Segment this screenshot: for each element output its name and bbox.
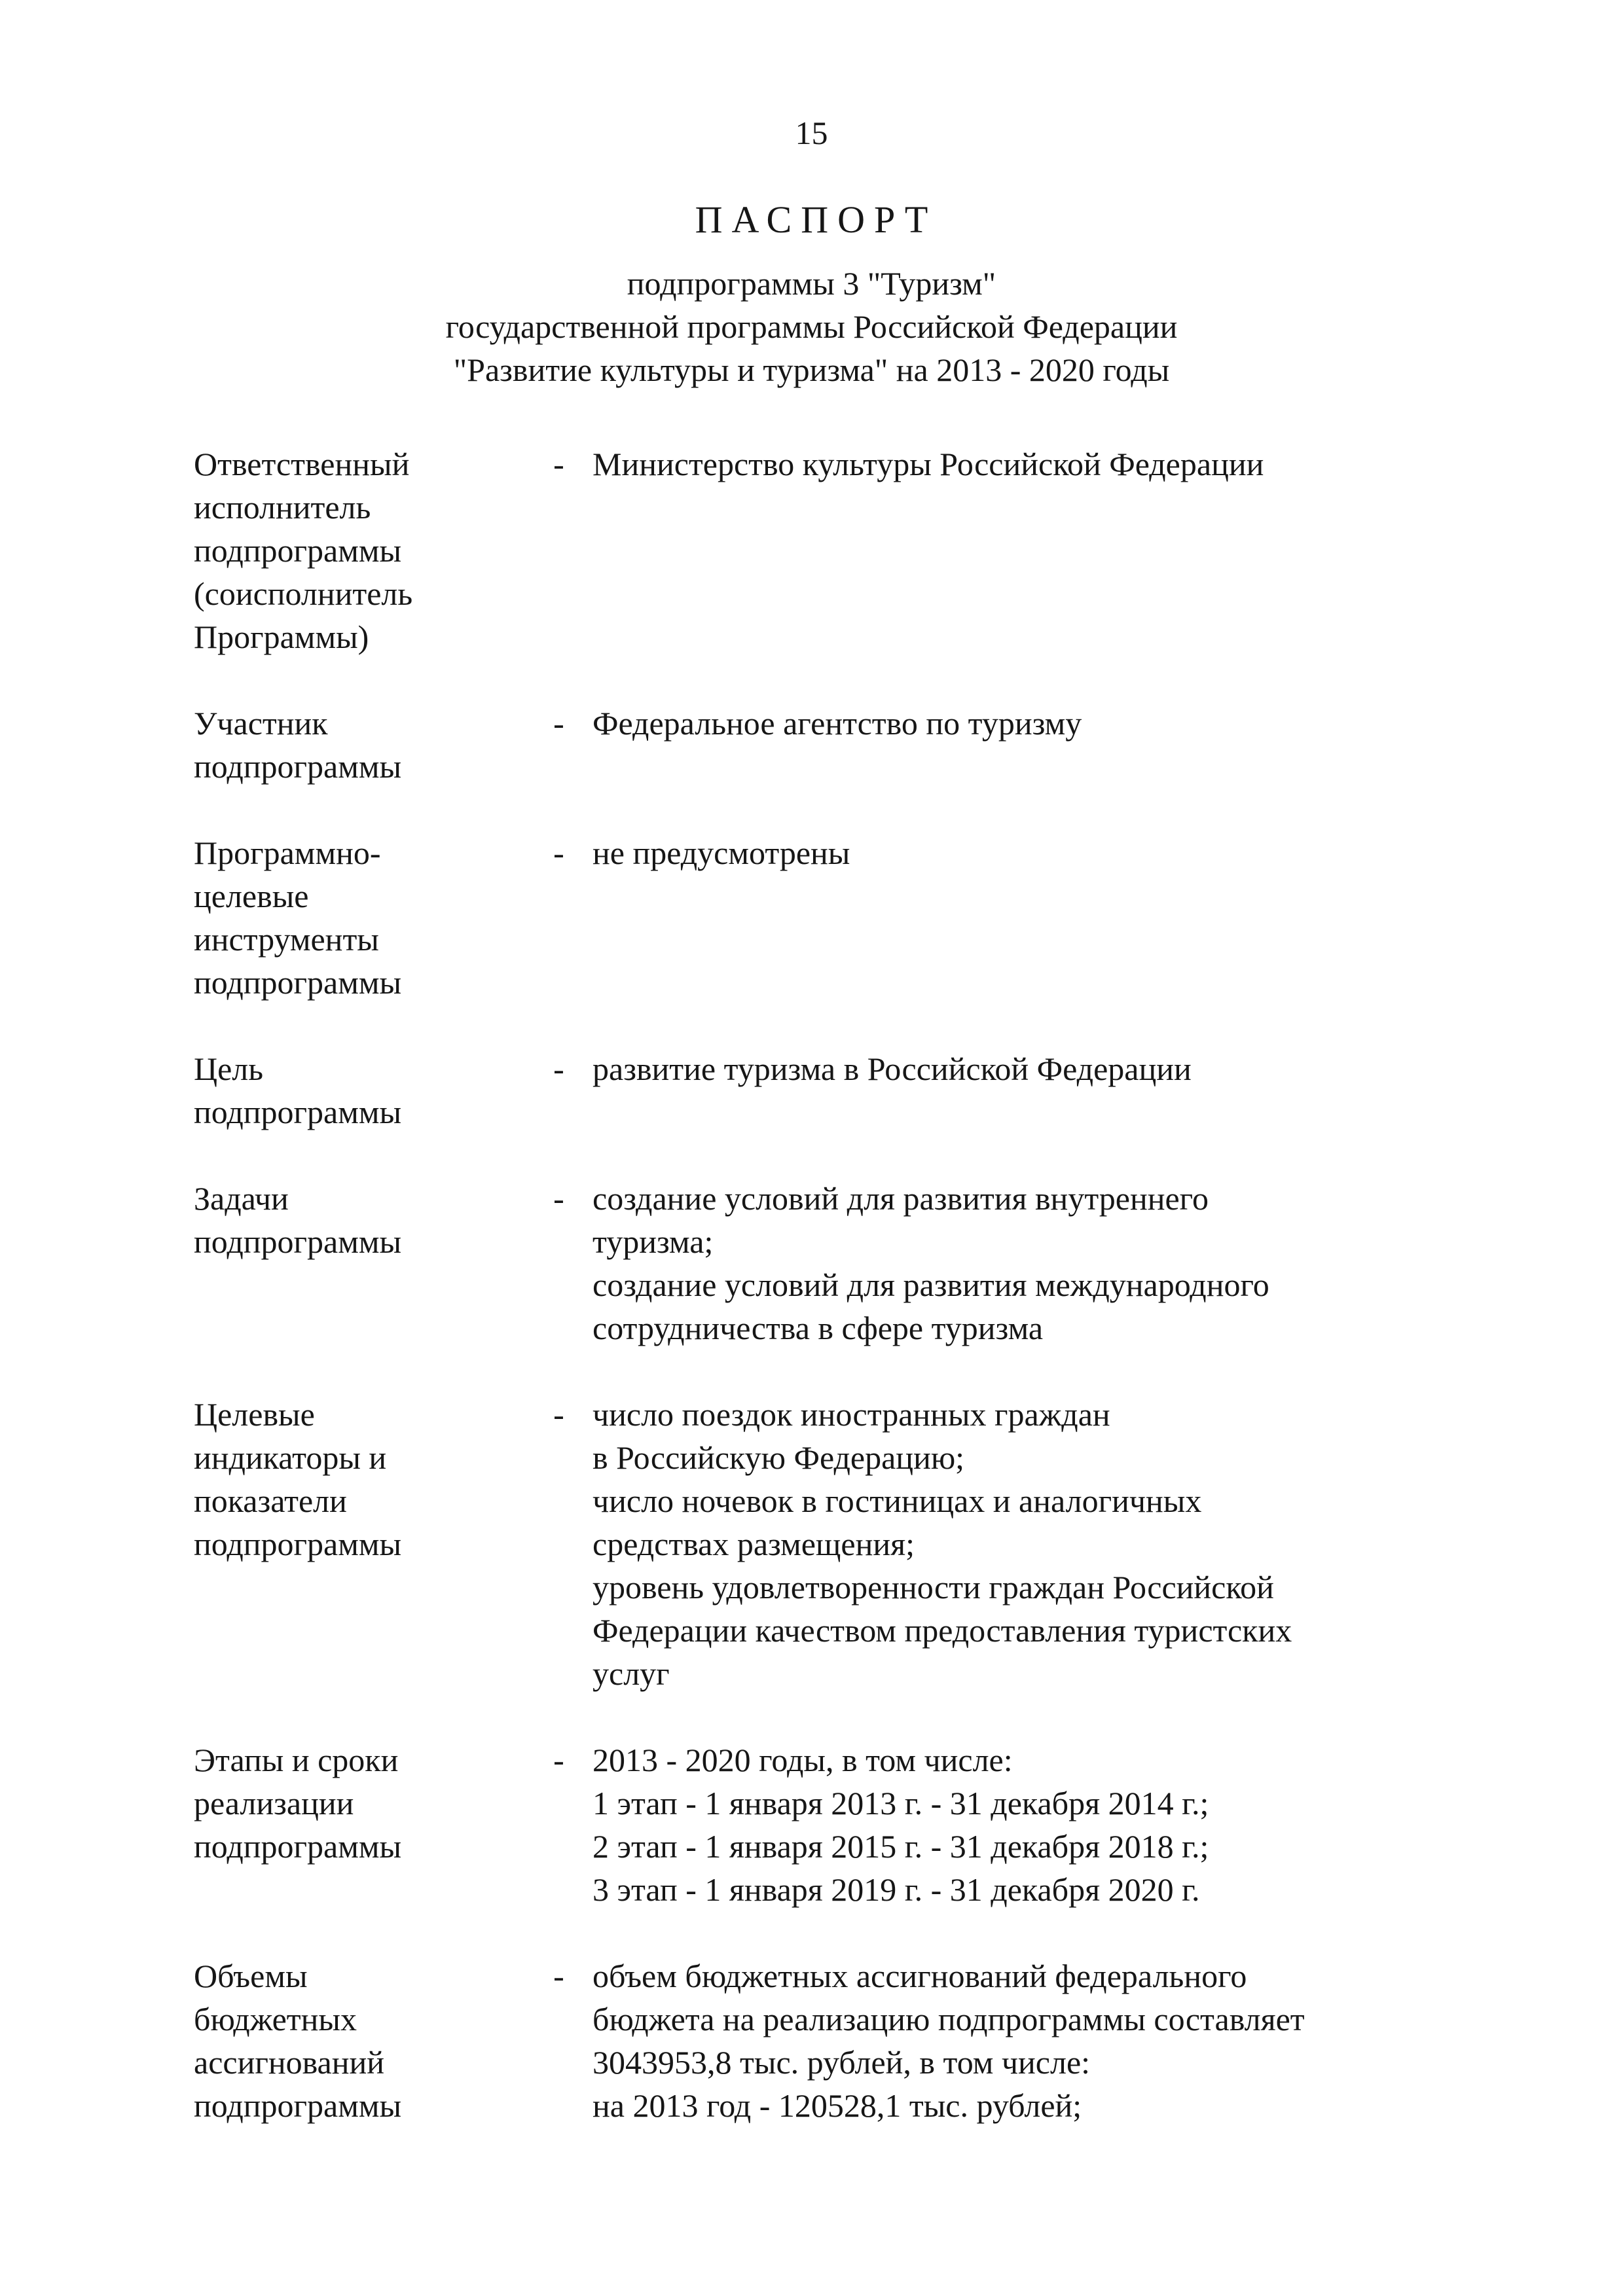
row-value — [583, 1047, 1470, 1134]
row-value-line: бюджета на реализацию подпрограммы составляет — [593, 2001, 1305, 2037]
row-value-line: объем бюджетных ассигнований федерального — [593, 1958, 1247, 1994]
row-label-line: подпрограммы — [194, 1526, 402, 1562]
row-label-line: индикаторы и — [194, 1439, 387, 1476]
subtitle — [0, 262, 1623, 391]
row-label-line: реализации — [194, 1785, 354, 1821]
row-label-line: подпрограммы — [194, 1094, 402, 1130]
row-label-line: подпрограммы — [194, 748, 402, 785]
row-value-line: сотрудничества в сфере туризма — [593, 1310, 1044, 1346]
row-value-line: 1 этап - 1 января 2013 г. - 31 декабря 2014 г.; — [593, 1785, 1209, 1821]
passport-table — [194, 442, 1470, 2170]
row-label-line: показатели — [194, 1482, 347, 1519]
row-value-line: в Российскую Федерацию; — [593, 1439, 965, 1476]
row-label-line: бюджетных — [194, 2001, 357, 2037]
row-value-line: не предусмотрены — [593, 834, 850, 871]
row-value — [583, 1393, 1470, 1695]
row-value-line: число ночевок в гостиницах и аналогичных — [593, 1482, 1202, 1519]
row-value-line: создание условий для развития международного — [593, 1266, 1269, 1303]
page-title: ПАСПОРТ — [695, 198, 938, 241]
row-value-line: средствах размещения; — [593, 1526, 915, 1562]
page-number: 15 — [795, 115, 828, 151]
row-label — [194, 1047, 534, 1134]
row-value-line: 2013 - 2020 годы, в том числе: — [593, 1742, 1013, 1778]
row-value — [583, 1177, 1470, 1350]
subtitle-line: подпрограммы 3 "Туризм" — [627, 265, 996, 302]
row-label — [194, 1393, 534, 1695]
row-dash: - — [553, 446, 564, 482]
row-label-line: Программы) — [194, 619, 369, 655]
row-dash: - — [553, 1958, 564, 1994]
passport-row — [194, 702, 1470, 788]
passport-row — [194, 1738, 1470, 1911]
row-value — [583, 1954, 1470, 2127]
row-value-line: создание условий для развития внутреннего — [593, 1180, 1209, 1217]
row-value-line: туризма; — [593, 1223, 714, 1260]
row-label-line: подпрограммы — [194, 1828, 402, 1865]
row-label-line: исполнитель — [194, 489, 371, 526]
row-label-line: Этапы и сроки — [194, 1742, 399, 1778]
row-label-line: Программно- — [194, 834, 381, 871]
passport-row — [194, 1954, 1470, 2127]
row-label — [194, 702, 534, 788]
row-label-line: Задачи — [194, 1180, 289, 1217]
passport-row — [194, 1177, 1470, 1350]
passport-row — [194, 442, 1470, 658]
row-dash: - — [553, 705, 564, 742]
row-value-line: услуг — [593, 1655, 670, 1692]
row-value-line: Министерство культуры Российской Федерации — [593, 446, 1264, 482]
row-value — [583, 831, 1470, 1004]
row-dash: - — [553, 1050, 564, 1087]
row-value — [583, 702, 1470, 788]
row-label — [194, 442, 534, 658]
row-label — [194, 1954, 534, 2127]
passport-row — [194, 1047, 1470, 1134]
row-value-line: развитие туризма в Российской Федерации — [593, 1050, 1192, 1087]
row-label — [194, 1177, 534, 1350]
row-value-line: на 2013 год - 120528,1 тыс. рублей; — [593, 2087, 1082, 2124]
row-value-line: 3043953,8 тыс. рублей, в том числе: — [593, 2044, 1091, 2081]
passport-row — [194, 1393, 1470, 1695]
row-label-line: целевые — [194, 878, 309, 914]
row-label-line: ассигнований — [194, 2044, 385, 2081]
row-value-line: Федеральное агентство по туризму — [593, 705, 1082, 742]
row-value-line: 2 этап - 1 января 2015 г. - 31 декабря 2018 г.; — [593, 1828, 1209, 1865]
row-label-line: Участник — [194, 705, 328, 742]
row-value-line: Федерации качеством предоставления туристских — [593, 1612, 1292, 1649]
row-value — [583, 442, 1470, 658]
row-value-line: уровень удовлетворенности граждан Российской — [593, 1569, 1274, 1605]
row-dash: - — [553, 1742, 564, 1778]
subtitle-line: государственной программы Российской Федерации — [445, 308, 1178, 345]
row-value-line: число поездок иностранных граждан — [593, 1396, 1110, 1433]
row-dash: - — [553, 1396, 564, 1433]
row-label-line: Целевые — [194, 1396, 315, 1433]
row-label-line: Объемы — [194, 1958, 308, 1994]
passport-row — [194, 831, 1470, 1004]
row-label-line: Цель — [194, 1050, 264, 1087]
row-dash: - — [553, 1180, 564, 1217]
row-label-line: подпрограммы — [194, 1223, 402, 1260]
row-label-line: подпрограммы — [194, 964, 402, 1001]
row-label-line: инструменты — [194, 921, 379, 958]
row-label — [194, 831, 534, 1004]
row-value — [583, 1738, 1470, 1911]
row-label-line: подпрограммы — [194, 2087, 402, 2124]
row-label — [194, 1738, 534, 1911]
row-label-line: Ответственный — [194, 446, 410, 482]
row-label-line: (соисполнитель — [194, 575, 413, 612]
row-label-line: подпрограммы — [194, 532, 402, 569]
row-value-line: 3 этап - 1 января 2019 г. - 31 декабря 2020 г. — [593, 1871, 1200, 1908]
subtitle-line: "Развитие культуры и туризма" на 2013 - 2020 годы — [453, 351, 1170, 388]
row-dash: - — [553, 834, 564, 871]
